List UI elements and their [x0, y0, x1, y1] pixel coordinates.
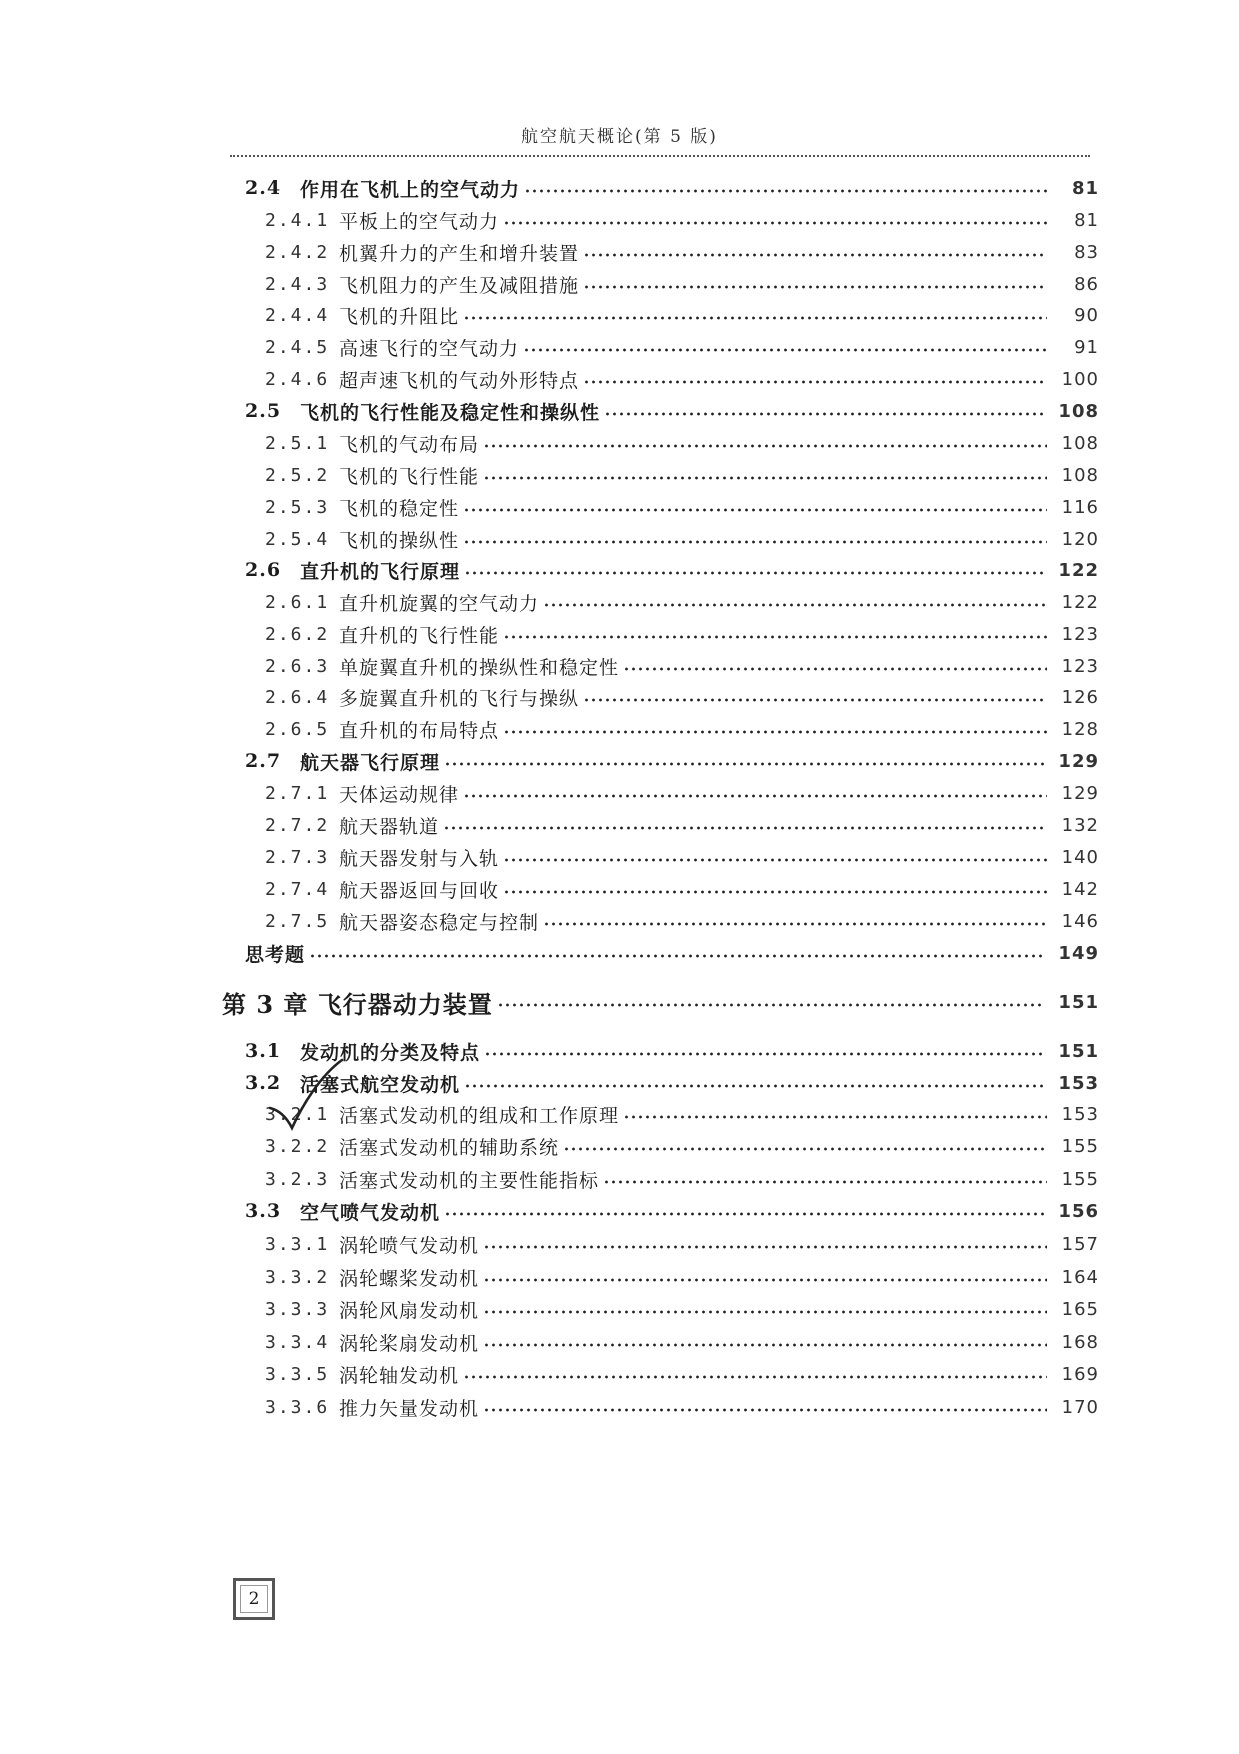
toc-entry[interactable] [0, 1066, 1239, 1100]
toc-entry-number: 2.7.3 [265, 846, 330, 868]
dot-leader [483, 475, 1047, 481]
toc-entry-title: 天体运动规律 [339, 783, 460, 806]
toc-entry-title: 第 3 章 飞行器动力装置 [222, 989, 493, 1019]
toc-entry-number: 2.5.3 [265, 496, 330, 518]
toc-entry-title: 作用在飞机上的空气动力 [300, 178, 521, 201]
dot-leader [543, 921, 1047, 927]
toc-entry-page: 165 [1061, 1298, 1099, 1320]
toc-entry[interactable] [0, 680, 1239, 714]
dot-leader [604, 411, 1044, 417]
dot-leader [503, 729, 1047, 735]
toc-entry-number: 2.6.5 [265, 718, 330, 740]
toc-entry[interactable] [0, 982, 1239, 1022]
toc-entry-title: 涡轮风扇发动机 [339, 1299, 480, 1322]
toc-entry-page: 169 [1061, 1363, 1099, 1385]
toc-entry-page: 153 [1058, 1072, 1099, 1094]
toc-entry-number: 3.3.2 [265, 1266, 330, 1288]
dot-leader [463, 1374, 1047, 1380]
toc-entry-page: 149 [1058, 942, 1099, 964]
toc-entry-page: 83 [1074, 241, 1099, 263]
toc-entry[interactable] [0, 490, 1239, 524]
toc-entry-title: 涡轮螺桨发动机 [339, 1267, 480, 1290]
toc-entry[interactable] [0, 840, 1239, 874]
toc-entry-number: 2.6.3 [265, 655, 330, 677]
toc-entry-page: 86 [1074, 273, 1099, 295]
toc-entry-number: 3.3.5 [265, 1363, 330, 1385]
toc-entry[interactable] [0, 617, 1239, 651]
toc-entry-title: 多旋翼直升机的飞行与操纵 [339, 687, 580, 710]
toc-entry-number: 2.4.1 [265, 209, 330, 231]
toc-entry-number: 2.4.4 [265, 304, 330, 326]
dot-leader [623, 666, 1047, 672]
toc-entry-page: 123 [1061, 623, 1099, 645]
toc-entry-title: 直升机的布局特点 [339, 719, 500, 742]
toc-entry-page: 156 [1058, 1200, 1099, 1222]
toc-entry-number: 2.6 [245, 559, 282, 581]
toc-entry[interactable] [0, 203, 1239, 237]
toc-entry-page: 168 [1061, 1331, 1099, 1353]
toc-entry-page: 128 [1061, 718, 1099, 740]
toc-entry-page: 129 [1058, 750, 1099, 772]
toc-entry-number: 2.5.2 [265, 464, 330, 486]
toc-entry[interactable] [0, 744, 1239, 778]
toc-entry-page: 157 [1061, 1233, 1099, 1255]
toc-entry[interactable] [0, 1325, 1239, 1359]
toc-entry-page: 122 [1058, 559, 1099, 581]
toc-entry[interactable] [0, 936, 1239, 970]
dot-leader [583, 284, 1047, 290]
toc-entry-page: 129 [1061, 782, 1099, 804]
toc-entry[interactable] [0, 522, 1239, 556]
toc-entry-title: 飞机的操纵性 [339, 529, 460, 552]
toc-entry-number: 2.5 [245, 400, 282, 422]
toc-entry-page: 155 [1061, 1135, 1099, 1157]
toc-entry-page: 100 [1061, 368, 1099, 390]
toc-entry[interactable] [0, 712, 1239, 746]
dot-leader [483, 1277, 1047, 1283]
toc-entry-page: 170 [1061, 1396, 1099, 1418]
toc-entry-number: 2.7 [245, 750, 282, 772]
dot-leader [463, 539, 1047, 545]
toc-entry-number: 3.1 [245, 1040, 282, 1062]
dot-leader [523, 347, 1047, 353]
toc-entry-page: 142 [1061, 878, 1099, 900]
toc-entry-number: 3.2.3 [265, 1168, 330, 1190]
toc-entry-title: 航天器轨道 [339, 815, 440, 838]
toc-entry-title: 航天器发射与入轨 [339, 847, 500, 870]
toc-entry-title: 活塞式发动机的辅助系统 [339, 1136, 560, 1159]
toc-entry-title: 单旋翼直升机的操纵性和稳定性 [339, 656, 620, 679]
dot-leader [483, 1342, 1047, 1348]
toc-entry-number: 2.4.2 [265, 241, 330, 263]
dot-leader [503, 634, 1047, 640]
header-rule [230, 155, 1090, 157]
dot-leader [483, 443, 1047, 449]
toc-entry[interactable] [0, 1390, 1239, 1424]
toc-entry-title: 活塞式航空发动机 [300, 1073, 461, 1096]
dot-leader [463, 507, 1047, 513]
toc-entry-title: 直升机旋翼的空气动力 [339, 592, 540, 615]
toc-entry-page: 81 [1074, 209, 1099, 231]
dot-leader [463, 793, 1047, 799]
toc-entry[interactable] [0, 1357, 1239, 1391]
toc-entry-title: 平板上的空气动力 [339, 210, 500, 233]
dot-leader [583, 252, 1047, 258]
toc-entry-title: 超声速飞机的气动外形特点 [339, 369, 580, 392]
toc-entry-title: 飞机的气动布局 [339, 433, 480, 456]
toc-entry-title: 涡轮喷气发动机 [339, 1234, 480, 1257]
toc-entry-number: 2.6.2 [265, 623, 330, 645]
toc-entry-title: 推力矢量发动机 [339, 1397, 480, 1420]
dot-leader [444, 761, 1044, 767]
toc-entry-title: 思考题 [245, 943, 306, 966]
toc-entry-title: 航天器姿态稳定与控制 [339, 911, 540, 934]
toc-entry-title: 飞机的飞行性能 [339, 465, 480, 488]
toc-entry[interactable] [0, 1129, 1239, 1163]
dot-leader [483, 1407, 1047, 1413]
toc-entry-number: 3.3.1 [265, 1233, 330, 1255]
toc-entry[interactable] [0, 1162, 1239, 1196]
toc-entry-title: 航天器飞行原理 [300, 751, 441, 774]
toc-entry[interactable] [0, 235, 1239, 269]
dot-leader [464, 1083, 1044, 1089]
toc-entry-title: 机翼升力的产生和增升装置 [339, 242, 580, 265]
toc-entry[interactable] [0, 872, 1239, 906]
toc-entry-title: 涡轮桨扇发动机 [339, 1332, 480, 1355]
toc-entry-page: 132 [1061, 814, 1099, 836]
dot-leader [464, 570, 1044, 576]
toc-entry-number: 3.3.3 [265, 1298, 330, 1320]
toc-entry-page: 81 [1071, 177, 1099, 199]
toc-entry-page: 123 [1061, 655, 1099, 677]
toc-entry[interactable] [0, 330, 1239, 364]
toc-entry-title: 航天器返回与回收 [339, 879, 500, 902]
toc-entry-number: 2.7.1 [265, 782, 330, 804]
toc-entry-title: 高速飞行的空气动力 [339, 337, 520, 360]
toc-entry[interactable] [0, 1227, 1239, 1261]
toc-entry-number: 2.5.4 [265, 528, 330, 550]
toc-entry-page: 120 [1061, 528, 1099, 550]
toc-entry[interactable] [0, 171, 1239, 205]
toc-entry-number: 3.3.4 [265, 1331, 330, 1353]
toc-entry-title: 飞机的升阻比 [339, 305, 460, 328]
toc-entry[interactable] [0, 394, 1239, 428]
toc-entry-title: 空气喷气发动机 [300, 1201, 441, 1224]
toc-entry-page: 155 [1061, 1168, 1099, 1190]
toc-entry-page: 151 [1058, 991, 1099, 1013]
dot-leader [563, 1146, 1047, 1152]
toc-entry-page: 153 [1061, 1103, 1099, 1125]
dot-leader [497, 1002, 1045, 1008]
toc-entry-title: 活塞式发动机的组成和工作原理 [339, 1104, 620, 1127]
toc-entry-title: 直升机的飞行原理 [300, 560, 461, 583]
dot-leader [583, 697, 1047, 703]
toc-entry-page: 108 [1061, 464, 1099, 486]
toc-entry[interactable] [0, 1097, 1239, 1131]
toc-entry-number: 3.3 [245, 1200, 282, 1222]
dot-leader [444, 1211, 1044, 1217]
toc-entry-page: 126 [1061, 686, 1099, 708]
toc-entry[interactable] [0, 904, 1239, 938]
toc-entry[interactable] [0, 1034, 1239, 1068]
toc-entry-page: 90 [1074, 304, 1099, 326]
toc-entry-page: 108 [1058, 400, 1099, 422]
toc-entry-number: 2.7.5 [265, 910, 330, 932]
toc-entry-number: 2.7.2 [265, 814, 330, 836]
toc-entry-page: 151 [1058, 1040, 1099, 1062]
dot-leader [583, 379, 1047, 385]
toc-entry[interactable] [0, 808, 1239, 842]
dot-leader [524, 188, 1047, 194]
toc-entry[interactable] [0, 426, 1239, 460]
toc-entry-page: 116 [1061, 496, 1099, 518]
dot-leader [309, 953, 1044, 959]
dot-leader [503, 889, 1047, 895]
dot-leader [543, 602, 1047, 608]
toc-entry-page: 108 [1061, 432, 1099, 454]
toc-entry-title: 飞机阻力的产生及减阻措施 [339, 274, 580, 297]
toc-entry[interactable] [0, 1194, 1239, 1228]
toc-entry-page: 140 [1061, 846, 1099, 868]
toc-entry-number: 2.5.1 [265, 432, 330, 454]
toc-entry-number: 3.2.2 [265, 1135, 330, 1157]
toc-entry-number: 3.3.6 [265, 1396, 330, 1418]
toc-entry-number: 2.7.4 [265, 878, 330, 900]
handwritten-checkmark-icon [268, 1058, 348, 1133]
dot-leader [484, 1051, 1044, 1057]
toc-entry-title: 发动机的分类及特点 [300, 1041, 481, 1064]
toc-entry-number: 2.6.1 [265, 591, 330, 613]
dot-leader [463, 315, 1047, 321]
toc-entry-title: 活塞式发动机的主要性能指标 [339, 1169, 600, 1192]
toc-entry[interactable] [0, 649, 1239, 683]
toc-entry[interactable] [0, 267, 1239, 301]
dot-leader [503, 857, 1047, 863]
dot-leader [603, 1179, 1047, 1185]
toc-entry[interactable] [0, 1292, 1239, 1326]
toc-entry-title: 飞机的稳定性 [339, 497, 460, 520]
toc-entry-title: 直升机的飞行性能 [339, 624, 500, 647]
dot-leader [443, 825, 1047, 831]
toc-entry-page: 146 [1061, 910, 1099, 932]
toc-entry-number: 2.4.3 [265, 273, 330, 295]
toc-entry-number: 2.4 [245, 177, 282, 199]
toc-entry-page: 91 [1074, 336, 1099, 358]
page-number-box [233, 1578, 275, 1620]
toc-entry[interactable] [0, 553, 1239, 587]
toc-entry-number: 2.4.5 [265, 336, 330, 358]
toc-entry-number: 3.2.1 [265, 1103, 330, 1125]
toc-entry-number: 2.6.4 [265, 686, 330, 708]
toc-entry[interactable] [0, 298, 1239, 332]
toc-entry-title: 飞机的飞行性能及稳定性和操纵性 [300, 401, 601, 424]
dot-leader [483, 1309, 1047, 1315]
toc-entry-number: 3.2 [245, 1072, 282, 1094]
dot-leader [483, 1244, 1047, 1250]
running-head: 航空航天概论(第 5 版) [521, 127, 718, 147]
toc-entry[interactable] [0, 458, 1239, 492]
toc-entry-title: 涡轮轴发动机 [339, 1364, 460, 1387]
toc-entry[interactable] [0, 776, 1239, 810]
toc-entry[interactable] [0, 1260, 1239, 1294]
page-number: 2 [248, 1589, 260, 1609]
toc-entry[interactable] [0, 362, 1239, 396]
dot-leader [623, 1114, 1047, 1120]
toc-entry-page: 122 [1061, 591, 1099, 613]
toc-entry-page: 164 [1061, 1266, 1099, 1288]
toc-entry-number: 2.4.6 [265, 368, 330, 390]
dot-leader [503, 220, 1047, 226]
toc-entry[interactable] [0, 585, 1239, 619]
